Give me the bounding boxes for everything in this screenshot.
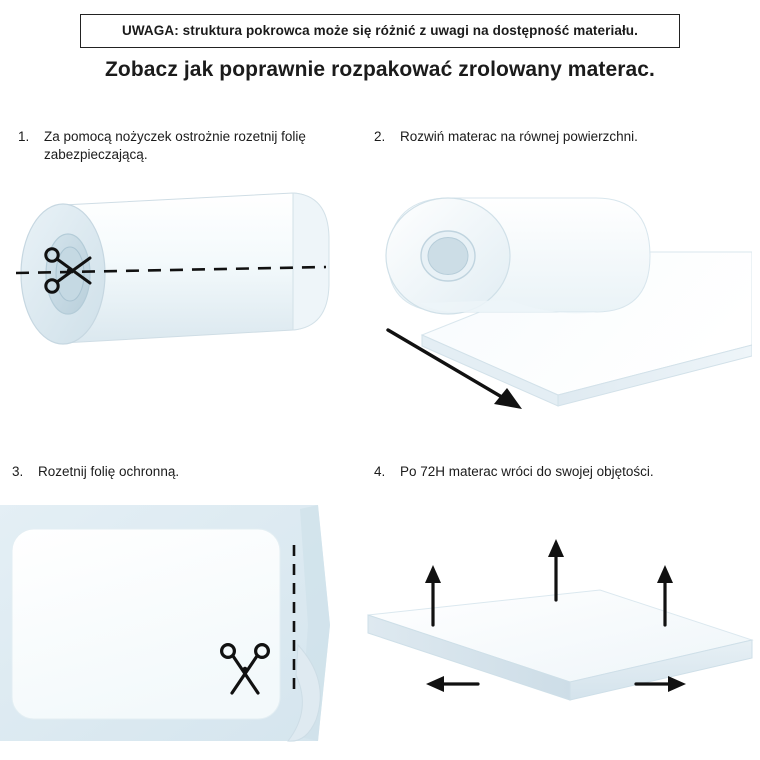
step-2-number: 2.	[374, 129, 386, 144]
notice-text: UWAGA: struktura pokrowca może się różnić z uwagi na dostępność materiału.	[121, 23, 638, 38]
flat-mattress	[12, 529, 280, 719]
step-3-text: Rozetnij folię ochronną.	[38, 464, 180, 479]
step-1-figure	[8, 175, 348, 375]
step-3-number: 3.	[12, 464, 24, 479]
step-3-heading	[12, 463, 352, 481]
step-4	[374, 463, 744, 481]
flat-mattress-foil-illustration	[0, 505, 352, 760]
step-2	[374, 128, 744, 146]
step-2-text: Rozwiń materac na równej powierzchni.	[400, 129, 638, 144]
mattress-roll-end-cap	[21, 204, 105, 344]
notice-banner	[80, 14, 680, 48]
rolled-mattress-illustration	[8, 175, 348, 375]
expanded-mattress-slab	[368, 590, 752, 700]
step-1-text: Za pomocą nożyczek ostrożnie rozetnij folię zabezpieczającą.	[44, 129, 306, 163]
mattress-expanding-illustration	[360, 520, 760, 740]
unrolling-mattress-illustration	[360, 160, 752, 425]
step-1-heading	[18, 128, 348, 164]
step-4-text: Po 72H materac wróci do swojej objętości.	[400, 464, 654, 479]
step-1	[18, 128, 348, 164]
step-4-figure	[360, 520, 760, 740]
step-3	[12, 463, 352, 481]
step-3-figure	[0, 505, 352, 760]
step-4-heading	[374, 463, 744, 481]
step-2-figure	[360, 160, 752, 425]
step-1-number: 1.	[18, 129, 30, 144]
step-4-number: 4.	[374, 464, 386, 479]
arrow-left-icon	[426, 676, 478, 692]
mattress-roll	[386, 198, 650, 314]
arrow-up-icon	[548, 539, 564, 600]
step-2-heading	[374, 128, 744, 146]
page-title: Zobacz jak poprawnie rozpakować zrolowany materac.	[105, 58, 655, 81]
